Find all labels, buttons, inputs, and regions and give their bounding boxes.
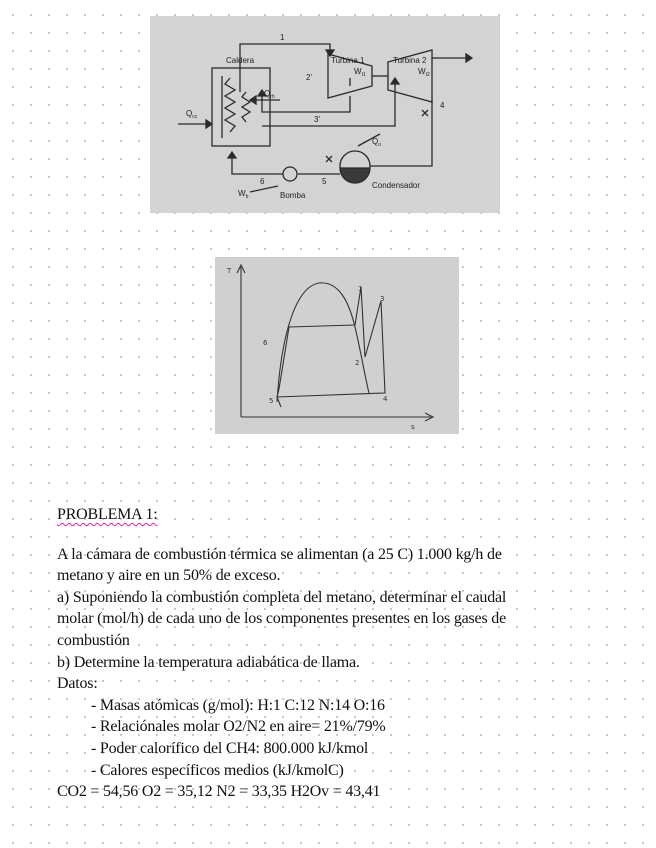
label-point-3p: 3' (314, 115, 320, 124)
ts-point-5: 5 (269, 397, 274, 405)
ts-axis-t: T (227, 267, 232, 275)
problem-title: PROBLEMA 1: (57, 506, 158, 523)
problem-text (57, 504, 622, 803)
label-wt1: $W_{t1}$ (354, 67, 366, 78)
data-item-atomic-masses: - Masas atómicas (g/mol): H:1 C:12 N:14 O:16 (91, 696, 385, 714)
cycle-diagram-image (150, 16, 500, 213)
label-turbina1: Turbina 1 (331, 56, 365, 65)
data-item-heating-value: - Poder calorífico del CH4: 800.000 kJ/kmol (91, 739, 369, 757)
label-bomba: Bomba (280, 191, 306, 200)
intro-line-1: A la cámara de combustión térmica se alimentan (a 25 C) 1.000 kg/h de (57, 545, 502, 563)
label-qcc: $Q_{cc}$ (186, 109, 198, 120)
ts-point-6: 6 (263, 339, 268, 347)
label-qrh: $Q_{rh}$ (264, 89, 275, 100)
part-b-line: b) Determine la temperatura adiabática de llama. (57, 653, 360, 671)
ts-diagram-svg (215, 257, 459, 434)
label-point-5: 5 (322, 177, 327, 186)
cp-values: CO2 = 54,56 O2 = 35,12 N2 = 33,35 H2Ov = 43,41 (57, 783, 381, 801)
ts-point-4: 4 (383, 395, 388, 403)
ts-point-3: 3 (380, 295, 385, 303)
ts-diagram-image (215, 257, 459, 434)
label-caldera: Caldera (226, 56, 255, 65)
data-item-molar-ratio: - Relaciónales molar O2/N2 en aire= 21%/79% (91, 718, 386, 736)
part-a-line-3: combustión (57, 631, 130, 649)
ts-axis-s: s (411, 423, 415, 431)
ts-point-2: 2 (355, 359, 360, 367)
label-turbina2: Turbina 2 (393, 56, 427, 65)
cycle-diagram-svg (150, 16, 500, 213)
data-item-specific-heats: - Calores específicos medios (kJ/kmolC) (91, 761, 344, 779)
label-wb: $W_b$ (238, 189, 249, 200)
part-a-line-1: a) Suponiendo la combustión completa del metano, determinar el caudal (57, 588, 507, 606)
label-wt2: $W_{t2}$ (418, 67, 430, 78)
label-condensador: Condensador (372, 181, 421, 190)
label-point-4: 4 (440, 101, 445, 110)
label-point-2p: 2' (306, 73, 312, 82)
ts-point-1: 1 (358, 285, 363, 293)
label-qo: $Q_o$ (372, 137, 382, 148)
label-point-1: 1 (280, 33, 285, 42)
intro-line-2: metano y aire en un 50% de exceso. (57, 567, 281, 585)
part-a-line-2: molar (mol/h) de cada uno de los componentes presentes en los gases de (57, 610, 506, 628)
label-point-6: 6 (260, 177, 265, 186)
datos-label: Datos: (57, 675, 98, 693)
